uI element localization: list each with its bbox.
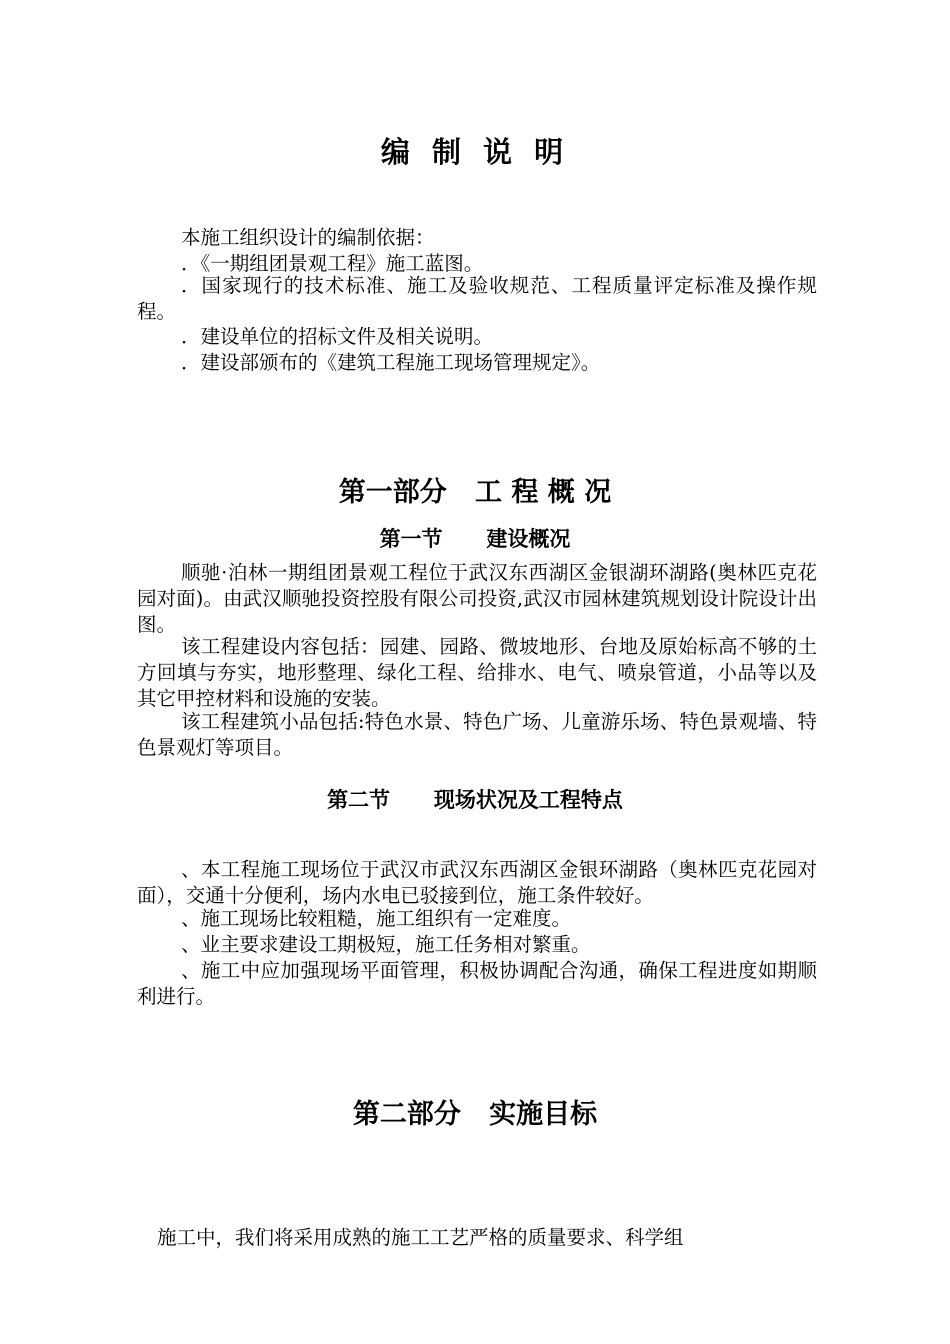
section1-heading: 第一节 建设概况 xyxy=(379,527,571,551)
compile-notes-title: 编 制 说 明 xyxy=(380,135,570,169)
compile-notes-item: ．建设单位的招标文件及相关说明。 xyxy=(181,325,494,348)
compile-notes-item: ．国家现行的技术标准、施工及验收规范、工程质量评定标准及操作规程。 xyxy=(137,274,817,323)
section2-heading: 第二节 现场状况及工程特点 xyxy=(327,788,623,812)
part2-paragraph: 施工中，我们将采用成熟的施工工艺严格的质量要求、科学组 xyxy=(157,1226,684,1249)
compile-notes-item: ．《一期组团景观工程》施工蓝图。 xyxy=(181,252,484,275)
section2-paragraph: 、业主要求建设工期极短，施工任务相对繁重。 xyxy=(181,933,591,956)
section2-paragraph: 、施工现场比较粗糙，施工组织有一定难度。 xyxy=(181,907,572,930)
section2-paragraph: 、施工中应加强现场平面管理，积极协调配合沟通，确保工程进度如期顺利进行。 xyxy=(137,959,817,1008)
section1-paragraph: 该工程建设内容包括：园建、园路、微坡地形、台地及原始标高不够的土方回填与夯实，地形整理、绿化工程、给排水、电气、喷泉管道，小品等以及其它甲控材料和设施的安装。 xyxy=(137,635,817,710)
compile-notes-item: ．建设部颁布的《建筑工程施工现场管理规定》。 xyxy=(181,351,601,374)
section2-paragraph: 、本工程施工现场位于武汉市武汉东西湖区金银环湖路（奥林匹克花园对面），交通十分便利，场内水电已驳接到位，施工条件较好。 xyxy=(137,858,817,907)
section1-paragraph: 该工程建筑小品包括:特色水景、特色广场、儿童游乐场、特色景观墙、特色景观灯等项目。 xyxy=(137,710,817,759)
part1-heading: 第一部分 工 程 概 况 xyxy=(338,477,612,508)
section1-paragraph: 顺驰·泊林一期组团景观工程位于武汉东西湖区金银湖环湖路(奥林匹克花园对面)。由武汉顺驰投资控股有限公司投资,武汉市园林建筑规划设计院设计出图。 xyxy=(137,561,817,636)
compile-notes-intro: 本施工组织设计的编制依据： xyxy=(181,226,435,249)
part2-heading: 第二部分 实施目标 xyxy=(352,1099,598,1130)
